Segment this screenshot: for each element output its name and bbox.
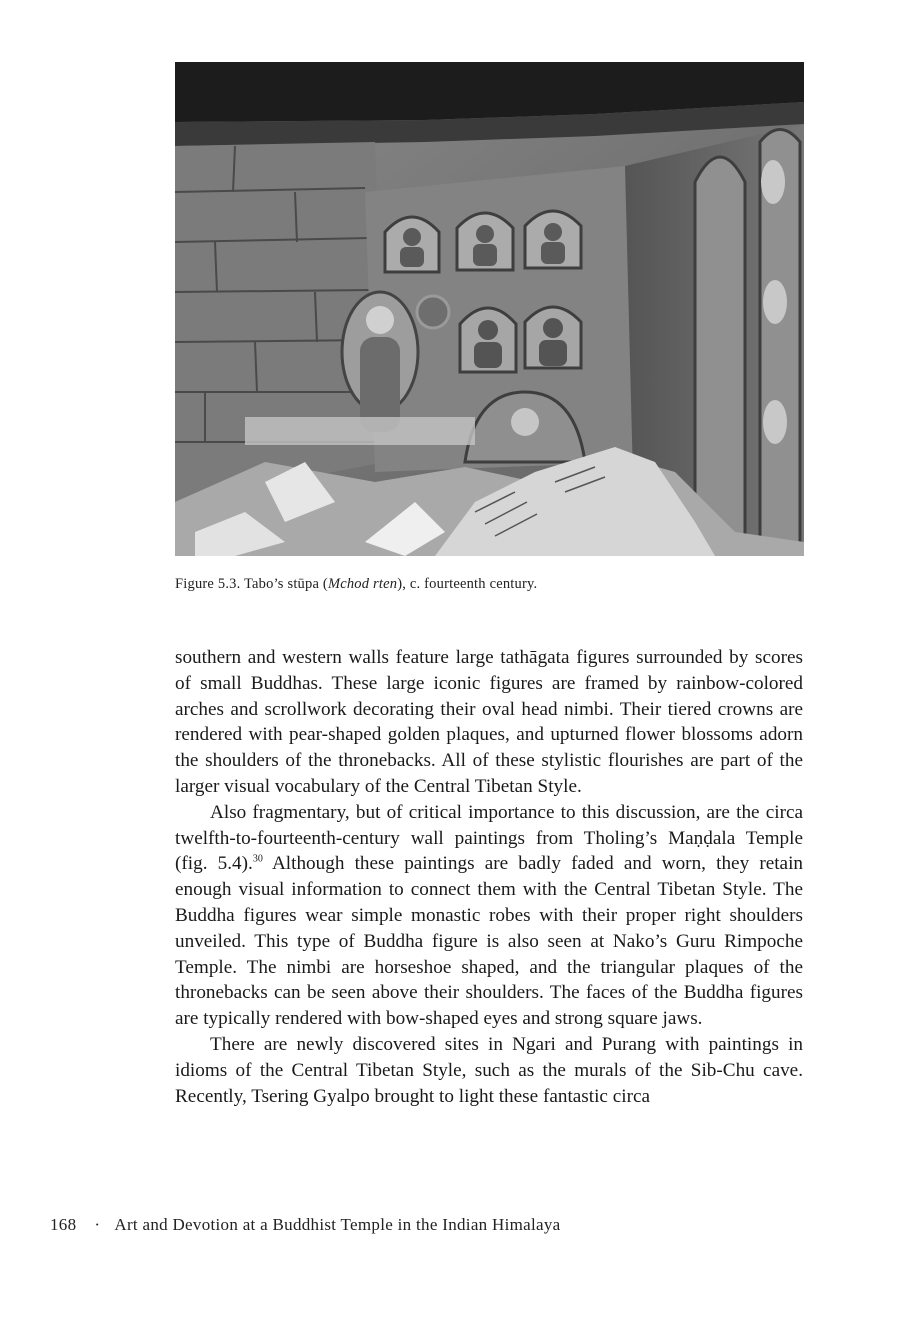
caption-prefix: Figure 5.3. Tabo’s stūpa ( [175,576,328,592]
paragraph-2-text-after-note: Although these paintings are badly faded and worn, they retain enough visual information to connect them with the Central Tibetan Style. The Buddha figures wear simple monastic robes with their proper right shoulders unveiled. This type of Buddha figure is also seen at Nako’s Guru Rimpoche Temple. The nimbi are horseshoe shaped, and the triangular plaques of the thronebacks can be seen above their shoulders. The faces of the Buddha figures are typically rendered with bow-shaped eyes and strong square jaws. [175,853,804,1030]
caption-italic-term: Mchod rten [327,576,398,592]
paragraph-2-text-before-note: Also fragmentary, but of critical importance to this discussion, are the circa twelfth-to-fourteenth-century wall paintings from Tholing’s Maṇḍala Temple (fig. 5.4). [175,801,803,875]
paragraph-1: southern and western walls feature large tathāgata figures surrounded by scores of small Buddhas. These large iconic figures are framed by rainbow-colored arches and scrollwork decorating their oval head nimbi. Their tiered crowns are rendered with pear-shaped golden plaques, and upturned flower blossoms adorn the shoulders of the thronebacks. All of these stylistic flourishes are part of the larger visual vocabulary of the Central Tibetan Style. [175,647,803,797]
page-number: 168 [50,1215,77,1234]
stupa-photo-illustration [175,62,804,556]
stupa-photograph [175,62,804,556]
page-footer [50,1215,561,1235]
caption-suffix: ), c. fourteenth century. [397,576,538,592]
footer-separator: · [94,1215,101,1234]
footnote-reference[interactable]: 30 [252,853,263,865]
figure-caption [175,576,815,593]
paragraph-3: There are newly discovered sites in Ngari and Purang with paintings in idioms of the Central Tibetan Style, such as the murals of the Sib-Chu cave. Recently, Tsering Gyalpo brought to light these fantastic circa [175,1033,803,1107]
paragraph-2 [175,800,803,1032]
running-title: Art and Devotion at a Buddhist Temple in the Indian Himalaya [114,1215,561,1234]
body-text [175,645,803,1109]
